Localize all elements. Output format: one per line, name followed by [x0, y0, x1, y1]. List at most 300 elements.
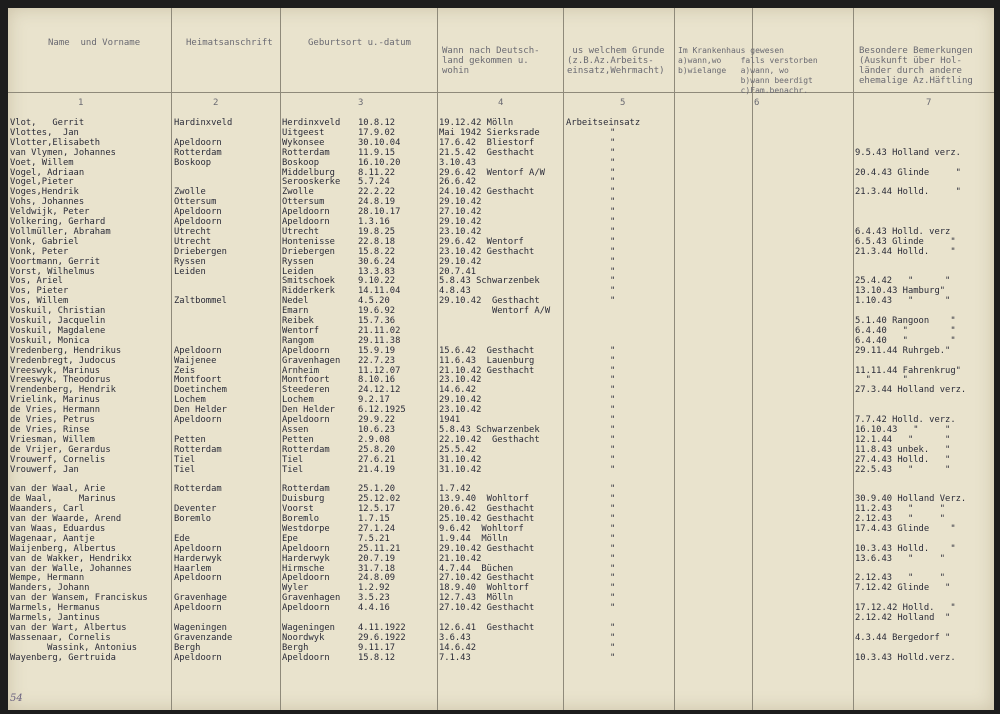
- name-cell: Voges,Hendrik: [10, 187, 79, 198]
- name-cell: Volkering, Gerhard: [10, 217, 106, 227]
- table-row: [8, 436, 994, 446]
- birthdate-cell: 1.2.92: [358, 583, 390, 594]
- address-cell: Utrecht: [174, 226, 212, 237]
- birthdate-cell: 25.11.21: [358, 543, 401, 554]
- birthdate-cell: 25.8.20: [358, 444, 396, 455]
- birthplace-cell: Ridderkerk: [282, 286, 335, 297]
- reason-cell: ": [610, 127, 616, 138]
- birthplace-cell: Wyler: [282, 583, 309, 594]
- birthdate-cell: 8.10.16: [358, 375, 396, 386]
- birthdate-cell: 30.6.24: [358, 256, 396, 267]
- name-cell: Vlot, Gerrit: [10, 118, 85, 128]
- name-cell: Vrouwerf, Jan: [10, 464, 79, 475]
- arrival-cell: 19.12.42 Mölln: [439, 118, 514, 128]
- name-cell: Vredenbregt, Judocus: [10, 355, 116, 366]
- birthdate-cell: 10.8.12: [358, 118, 396, 128]
- birthplace-cell: Apeldoorn: [282, 573, 330, 584]
- address-cell: Apeldoorn: [174, 603, 222, 614]
- header-hospital: Im Krankenhaus gewesen a)wann,wo falls verstorben b)wielange a)wann, wo b)wann beerdigt c)Fam.benachr.: [678, 46, 818, 95]
- header-name: Name und Vorname: [48, 38, 141, 48]
- arrival-cell: 14.6.42: [439, 642, 477, 653]
- birthplace-cell: Voorst: [282, 504, 314, 515]
- arrival-cell: 20.6.42 Gesthacht: [439, 504, 535, 515]
- arrival-cell: 25.5.42: [439, 444, 477, 455]
- address-cell: Apeldoorn: [174, 345, 222, 356]
- page-number-mark: 54: [10, 693, 23, 704]
- birthdate-cell: 5.7.24: [358, 177, 390, 188]
- table-row: [8, 248, 994, 258]
- name-cell: Vonk, Peter: [10, 246, 69, 257]
- birthplace-cell: Wykonsee: [282, 137, 325, 148]
- remarks-cell: 6.5.43 Glinde ": [855, 236, 956, 247]
- birthdate-cell: 28.10.17: [358, 207, 401, 218]
- remarks-cell: 21.3.44 Holld. ": [855, 187, 961, 198]
- birthdate-cell: 24.8.19: [358, 197, 396, 208]
- table-row: [8, 149, 994, 159]
- name-cell: Wanders, Johann: [10, 583, 90, 594]
- name-cell: Vorst, Wilhelmus: [10, 266, 95, 277]
- arrival-cell: 20.7.41: [439, 266, 477, 277]
- remarks-cell: 27.4.43 Holld. ": [855, 454, 951, 465]
- name-cell: Voet, Willem: [10, 157, 74, 168]
- reason-cell: ": [610, 523, 616, 534]
- address-cell: Gravenzande: [174, 632, 233, 643]
- address-cell: Hardinxveld: [174, 118, 233, 128]
- remarks-cell: 16.10.43 " ": [855, 424, 951, 435]
- reason-cell: ": [610, 415, 616, 425]
- birthdate-cell: 15.7.36: [358, 316, 396, 326]
- name-cell: van der Waarde, Arend: [10, 514, 122, 524]
- arrival-cell: 26.6.42: [439, 177, 477, 188]
- table-row: [8, 376, 994, 386]
- column-number: 2: [213, 98, 219, 108]
- arrival-cell: 29.10.42: [439, 256, 482, 267]
- remarks-cell: 13.10.43 Hamburg": [855, 286, 946, 297]
- remarks-cell: 2.12.43 " ": [855, 514, 946, 524]
- birthplace-cell: Duisburg: [282, 494, 325, 505]
- birthplace-cell: Petten: [282, 434, 314, 445]
- arrival-cell: 23.10.42: [439, 375, 482, 386]
- remarks-cell: 6.4.43 Holld. verz: [855, 226, 951, 237]
- birthplace-cell: Boskoop: [282, 157, 320, 168]
- arrival-cell: 27.10.42: [439, 207, 482, 218]
- birthdate-cell: 9.2.17: [358, 395, 390, 406]
- birthdate-cell: 2.9.08: [358, 434, 390, 445]
- arrival-cell: 25.10.42 Gesthacht: [439, 514, 535, 524]
- birthplace-cell: Westdorpe: [282, 523, 330, 534]
- address-cell: Rotterdam: [174, 444, 222, 455]
- birthplace-cell: Apeldoorn: [282, 207, 330, 218]
- name-cell: Vreeswyk, Marinus: [10, 365, 101, 376]
- address-cell: Ede: [174, 533, 190, 544]
- reason-cell: ": [610, 207, 616, 218]
- table-row: [8, 475, 994, 485]
- remarks-cell: 6.4.40 " ": [855, 335, 956, 346]
- birthplace-cell: Leiden: [282, 266, 314, 277]
- remarks-cell: 5.1.40 Rangoon ": [855, 316, 956, 326]
- name-cell: de Vrijer, Gerardus: [10, 444, 111, 455]
- remarks-cell: 22.5.43 " ": [855, 464, 951, 475]
- address-cell: Deventer: [174, 504, 217, 515]
- birthplace-cell: Assen: [282, 424, 309, 435]
- birthplace-cell: Apeldoorn: [282, 415, 330, 425]
- reason-cell: ": [610, 246, 616, 257]
- reason-cell: ": [610, 405, 616, 416]
- address-cell: Boremlo: [174, 514, 212, 524]
- table-row: [8, 169, 994, 179]
- reason-cell: ": [610, 553, 616, 564]
- address-cell: Zwolle: [174, 187, 206, 198]
- address-cell: Rotterdam: [174, 147, 222, 158]
- address-cell: Zaltbommel: [174, 296, 227, 307]
- birthplace-cell: Driebergen: [282, 246, 335, 257]
- reason-cell: ": [610, 533, 616, 544]
- name-cell: Vlotter,Elisabeth: [10, 137, 101, 148]
- birthplace-cell: Serooskerke: [282, 177, 341, 188]
- birthdate-cell: 16.10.20: [358, 157, 401, 168]
- arrival-cell: 29.10.42: [439, 395, 482, 406]
- name-cell: Vredenberg, Hendrikus: [10, 345, 122, 356]
- column-number: 6: [754, 98, 760, 108]
- reason-cell: ": [610, 514, 616, 524]
- address-cell: Utrecht: [174, 236, 212, 247]
- birthplace-cell: Gravenhagen: [282, 355, 341, 366]
- name-cell: van der Walle, Johannes: [10, 563, 132, 574]
- birthdate-cell: 13.3.83: [358, 266, 396, 277]
- reason-cell: ": [610, 197, 616, 208]
- birthplace-cell: Uitgeest: [282, 127, 325, 138]
- address-cell: Ottersum: [174, 197, 217, 208]
- birthdate-cell: 24.12.12: [358, 385, 401, 396]
- remarks-cell: 21.3.44 Holld. ": [855, 246, 956, 257]
- name-cell: Vrendenberg, Hendrik: [10, 385, 116, 396]
- name-cell: Vohs, Johannes: [10, 197, 85, 208]
- reason-cell: ": [610, 157, 616, 168]
- birthdate-cell: 7.5.21: [358, 533, 390, 544]
- address-cell: Zeis: [174, 365, 196, 376]
- header-birth: Geburtsort u.-datum: [308, 38, 411, 48]
- birthdate-cell: 31.7.18: [358, 563, 396, 574]
- reason-cell: ": [610, 147, 616, 158]
- remarks-cell: 20.4.43 Glinde ": [855, 167, 961, 178]
- arrival-cell: 4.7.44 Büchen: [439, 563, 514, 574]
- remarks-cell: 11.8.43 unbek. ": [855, 444, 951, 455]
- arrival-cell: 29.10.42: [439, 217, 482, 227]
- birthdate-cell: 22.7.23: [358, 355, 396, 366]
- birthplace-cell: Rotterdam: [282, 444, 330, 455]
- name-cell: Vrielink, Marinus: [10, 395, 101, 406]
- name-cell: Wayenberg, Gertruida: [10, 652, 116, 663]
- birthplace-cell: Apeldoorn: [282, 652, 330, 663]
- name-cell: Vreeswyk, Theodorus: [10, 375, 111, 386]
- arrival-cell: 9.6.42 Wohltorf: [439, 523, 524, 534]
- birthplace-cell: Apeldoorn: [282, 345, 330, 356]
- arrival-cell: 29.10.42 Gesthacht: [439, 543, 535, 554]
- arrival-cell: 15.6.42 Gesthacht: [439, 345, 535, 356]
- table-row: [8, 317, 994, 327]
- reason-cell: ": [610, 167, 616, 178]
- table-row: [8, 307, 994, 317]
- birthplace-cell: Apeldoorn: [282, 543, 330, 554]
- name-cell: van der Wansem, Franciskus: [10, 593, 148, 604]
- birthdate-cell: 21.11.02: [358, 325, 401, 336]
- arrival-cell: 29.10.42 Gesthacht: [439, 296, 540, 307]
- birthdate-cell: 9.11.17: [358, 642, 396, 653]
- table-row: [8, 654, 994, 664]
- arrival-cell: 18.9.40 Wohltorf: [439, 583, 530, 594]
- address-cell: Driebergen: [174, 246, 227, 257]
- birthdate-cell: 4.5.20: [358, 296, 390, 307]
- birthplace-cell: Middelburg: [282, 167, 335, 178]
- address-cell: Boskoop: [174, 157, 212, 168]
- arrival-cell: 11.6.43 Lauenburg: [439, 355, 535, 366]
- address-cell: Haarlem: [174, 563, 212, 574]
- table-row: [8, 634, 994, 644]
- birthplace-cell: Rotterdam: [282, 147, 330, 158]
- arrival-cell: 31.10.42: [439, 464, 482, 475]
- birthdate-cell: 4.11.1922: [358, 622, 406, 633]
- name-cell: Wagenaar, Aantje: [10, 533, 95, 544]
- birthplace-cell: Wentorf: [282, 325, 320, 336]
- arrival-cell: 3.10.43: [439, 157, 477, 168]
- table-row: [8, 406, 994, 416]
- arrival-cell: 4.8.43: [439, 286, 471, 297]
- birthdate-cell: 1.7.15: [358, 514, 390, 524]
- address-cell: Waijenee: [174, 355, 217, 366]
- birthdate-cell: 29.6.1922: [358, 632, 406, 643]
- birthplace-cell: Den Helder: [282, 405, 335, 416]
- name-cell: Waijenberg, Albertus: [10, 543, 116, 554]
- birthplace-cell: Ryssen: [282, 256, 314, 267]
- birthplace-cell: Utrecht: [282, 226, 320, 237]
- reason-cell: ": [610, 217, 616, 227]
- name-cell: Vogel, Adriaan: [10, 167, 85, 178]
- address-cell: Tiel: [174, 454, 196, 465]
- table-row: [8, 466, 994, 476]
- reason-cell: ": [610, 434, 616, 445]
- table-row: [8, 396, 994, 406]
- column-number: 4: [498, 98, 504, 108]
- remarks-cell: " ": [855, 375, 908, 386]
- reason-cell: ": [610, 395, 616, 406]
- table-row: [8, 644, 994, 654]
- birthplace-cell: Bergh: [282, 642, 309, 653]
- name-cell: Voskuil, Jacquelin: [10, 316, 106, 326]
- address-cell: Petten: [174, 434, 206, 445]
- name-cell: Waanders, Carl: [10, 504, 85, 515]
- remarks-cell: 7.7.42 Holld. verz.: [855, 415, 956, 425]
- birthdate-cell: 12.5.17: [358, 504, 396, 515]
- remarks-cell: 13.6.43 " ": [855, 553, 946, 564]
- reason-cell: ": [610, 355, 616, 366]
- column-number: 1: [78, 98, 84, 108]
- birthdate-cell: 14.11.04: [358, 286, 401, 297]
- table-row: [8, 277, 994, 287]
- address-cell: Rotterdam: [174, 484, 222, 495]
- remarks-cell: 17.12.42 Holld. ": [855, 603, 956, 614]
- reason-cell: ": [610, 642, 616, 653]
- name-cell: de Vries, Petrus: [10, 415, 95, 425]
- reason-cell: ": [610, 652, 616, 663]
- name-cell: Vrouwerf, Cornelis: [10, 454, 106, 465]
- arrival-cell: 29.6.42 Wentorf A/W: [439, 167, 545, 178]
- table-row: [8, 188, 994, 198]
- name-cell: Vos, Pieter: [10, 286, 69, 297]
- address-cell: Apeldoorn: [174, 137, 222, 148]
- birthdate-cell: 4.4.16: [358, 603, 390, 614]
- arrival-cell: 29.10.42: [439, 197, 482, 208]
- birthdate-cell: 22.2.22: [358, 187, 396, 198]
- arrival-cell: 27.10.42 Gesthacht: [439, 573, 535, 584]
- birthplace-cell: Arnheim: [282, 365, 320, 376]
- name-cell: van Waas, Eduardus: [10, 523, 106, 534]
- birthplace-cell: Nedel: [282, 296, 309, 307]
- reason-cell: Arbeitseinsatz: [566, 118, 641, 128]
- reason-cell: ": [610, 543, 616, 554]
- column-number: 7: [926, 98, 932, 108]
- address-cell: Apeldoorn: [174, 415, 222, 425]
- remarks-cell: 25.4.42 " ": [855, 276, 951, 287]
- birthdate-cell: 27.6.21: [358, 454, 396, 465]
- arrival-cell: 29.6.42 Wentorf: [439, 236, 524, 247]
- reason-cell: ": [610, 345, 616, 356]
- arrival-cell: 5.8.43 Schwarzenbek: [439, 276, 540, 287]
- arrival-cell: 21.10.42: [439, 553, 482, 564]
- table-row: [8, 208, 994, 218]
- arrival-cell: 1941: [439, 415, 461, 425]
- arrival-cell: 13.9.40 Wohltorf: [439, 494, 530, 505]
- reason-cell: ": [610, 484, 616, 495]
- remarks-cell: 17.4.43 Glinde ": [855, 523, 956, 534]
- reason-cell: ": [610, 256, 616, 267]
- arrival-cell: 5.8.43 Schwarzenbek: [439, 424, 540, 435]
- header-remarks: Besondere Bemerkungen (Auskunft über Hol- länder durch andere ehemalige Az.Häftling: [859, 46, 973, 86]
- arrival-cell: 21.10.42 Gesthacht: [439, 365, 535, 376]
- birthdate-cell: 11.12.07: [358, 365, 401, 376]
- birthplace-cell: Steederen: [282, 385, 330, 396]
- arrival-cell: 14.6.42: [439, 385, 477, 396]
- reason-cell: ": [610, 444, 616, 455]
- name-cell: Voskuil, Monica: [10, 335, 90, 346]
- birthdate-cell: 20.7.19: [358, 553, 396, 564]
- name-cell: Wempe, Hermann: [10, 573, 85, 584]
- birthplace-cell: Rotterdam: [282, 484, 330, 495]
- birthdate-cell: 24.8.09: [358, 573, 396, 584]
- reason-cell: ": [610, 226, 616, 237]
- reason-cell: ": [610, 583, 616, 594]
- address-cell: Harderwyk: [174, 553, 222, 564]
- arrival-cell: 27.10.42 Gesthacht: [439, 603, 535, 614]
- document-sheet: [8, 8, 994, 710]
- remarks-cell: 30.9.40 Holland Verz.: [855, 494, 967, 505]
- name-cell: Vlottes, Jan: [10, 127, 79, 138]
- table-row: [8, 198, 994, 208]
- birthplace-cell: Tiel: [282, 464, 304, 475]
- table-row: [8, 258, 994, 268]
- birthdate-cell: 25.1.20: [358, 484, 396, 495]
- reason-cell: ": [610, 494, 616, 505]
- table-row: [8, 386, 994, 396]
- name-cell: Warmels, Jantinus: [10, 613, 101, 623]
- name-cell: Vriesman, Willem: [10, 434, 95, 445]
- table-row: [8, 545, 994, 555]
- table-row: [8, 456, 994, 466]
- table-row: [8, 327, 994, 337]
- header-address: Heimatsanschrift: [186, 38, 273, 48]
- remarks-cell: 29.11.44 Ruhrgeb.": [855, 345, 951, 356]
- birthplace-cell: Zwolle: [282, 187, 314, 198]
- remarks-cell: 10.3.43 Holld.verz.: [855, 652, 956, 663]
- name-cell: Vonk, Gabriel: [10, 236, 79, 247]
- table-row: [8, 624, 994, 634]
- birthplace-cell: Lochem: [282, 395, 314, 406]
- birthplace-cell: Montfoort: [282, 375, 330, 386]
- address-cell: Leiden: [174, 266, 206, 277]
- birthplace-cell: Emarn: [282, 306, 309, 317]
- arrival-cell: 12.7.43 Mölln: [439, 593, 514, 604]
- birthplace-cell: Hontenisse: [282, 236, 335, 247]
- name-cell: Vos, Willem: [10, 296, 69, 307]
- birthplace-cell: Apeldoorn: [282, 217, 330, 227]
- reason-cell: ": [610, 603, 616, 614]
- birthdate-cell: 9.10.22: [358, 276, 396, 287]
- birthdate-cell: 15.8.12: [358, 652, 396, 663]
- reason-cell: ": [610, 365, 616, 376]
- birthdate-cell: 15.8.22: [358, 246, 396, 257]
- table-row: [8, 555, 994, 565]
- remarks-cell: 1.10.43 " ": [855, 296, 951, 307]
- birthdate-cell: 11.9.15: [358, 147, 396, 158]
- name-cell: Veldwijk, Peter: [10, 207, 90, 218]
- birthplace-cell: Noordwyk: [282, 632, 325, 643]
- table-row: [8, 357, 994, 367]
- birthplace-cell: Hirmsche: [282, 563, 325, 574]
- name-cell: de Waal, Marinus: [10, 494, 116, 505]
- address-cell: Wageningen: [174, 622, 227, 633]
- name-cell: de Vries, Hermann: [10, 405, 101, 416]
- reason-cell: ": [610, 454, 616, 465]
- table-row: [8, 604, 994, 614]
- birthdate-cell: 29.11.38: [358, 335, 401, 346]
- birthdate-cell: 29.9.22: [358, 415, 396, 425]
- birthplace-cell: Rangom: [282, 335, 314, 346]
- birthdate-cell: 19.6.92: [358, 306, 396, 317]
- arrival-cell: 12.6.41 Gesthacht: [439, 622, 535, 633]
- remarks-cell: 2.12.43 " ": [855, 573, 946, 584]
- birthplace-cell: Boremlo: [282, 514, 320, 524]
- arrival-cell: 23.10.42: [439, 405, 482, 416]
- address-cell: Tiel: [174, 464, 196, 475]
- arrival-cell: 23.10.42: [439, 226, 482, 237]
- arrival-cell: Wentorf A/W: [439, 306, 551, 317]
- arrival-cell: 23.10.42 Gesthacht: [439, 246, 535, 257]
- arrival-cell: 17.6.42 Bliestorf: [439, 137, 535, 148]
- name-cell: Wassink, Antonius: [10, 642, 138, 653]
- reason-cell: ": [610, 563, 616, 574]
- birthdate-cell: 19.8.25: [358, 226, 396, 237]
- reason-cell: ": [610, 236, 616, 247]
- address-cell: Apeldoorn: [174, 573, 222, 584]
- birthdate-cell: 3.5.23: [358, 593, 390, 604]
- remarks-cell: 6.4.40 " ": [855, 325, 956, 336]
- remarks-cell: 4.3.44 Bergedorf ": [855, 632, 951, 643]
- name-cell: Warmels, Hermanus: [10, 603, 101, 614]
- birthplace-cell: Wageningen: [282, 622, 335, 633]
- reason-cell: ": [610, 385, 616, 396]
- address-cell: Lochem: [174, 395, 206, 406]
- remarks-cell: 10.3.43 Holld. ": [855, 543, 956, 554]
- address-cell: Bergh: [174, 642, 201, 653]
